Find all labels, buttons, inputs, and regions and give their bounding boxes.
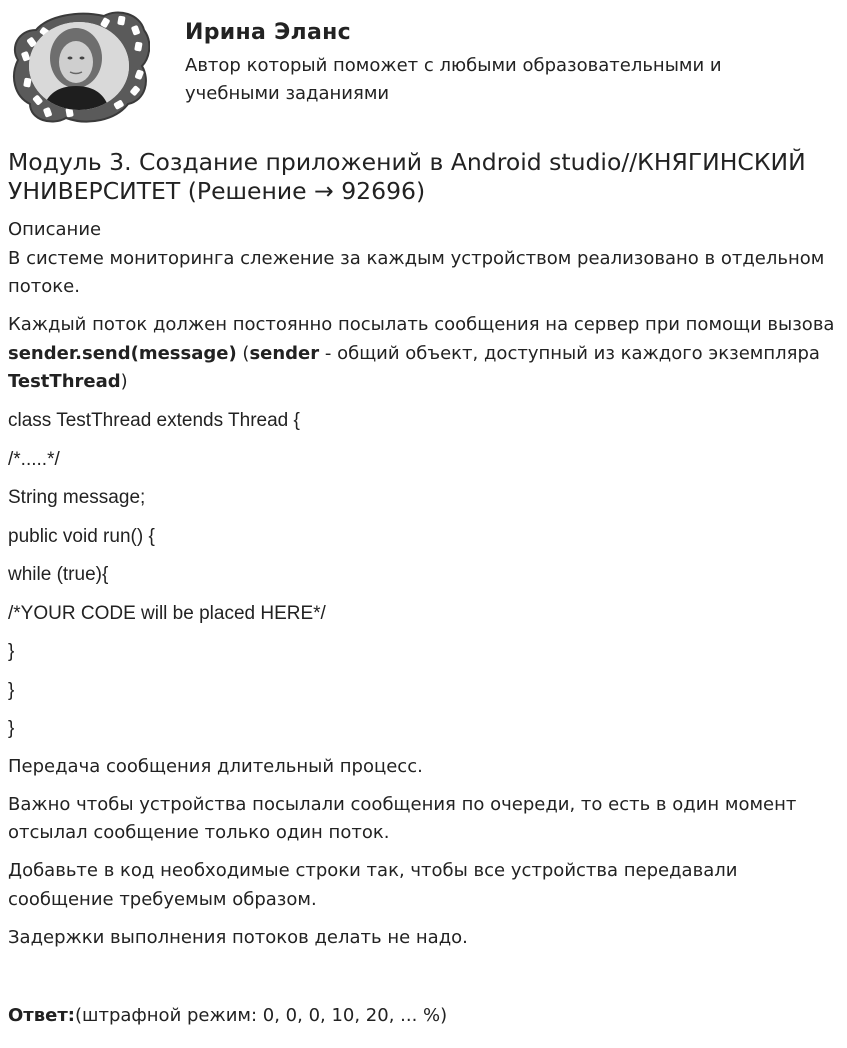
code-line: class TestThread extends Thread { (8, 410, 300, 431)
code-line: } (8, 641, 15, 662)
author-name[interactable]: Ирина Эланс (185, 20, 351, 45)
title-line2: УНИВЕРСИТЕТ (Решение → 92696) (8, 177, 426, 205)
sender-text-4: ) (120, 371, 128, 392)
paragraph-long-process: Передача сообщения длительный процесс. (8, 755, 423, 777)
author-card (8, 8, 838, 128)
code-line: /*YOUR CODE will be placed HERE*/ (8, 602, 326, 624)
sender-text-2: ( (236, 342, 250, 364)
code-block (8, 406, 838, 743)
film-reel-avatar-icon (8, 8, 150, 126)
title-line1: Модуль 3. Создание приложений в Android studio//КНЯГИНСКИЙ (8, 148, 806, 176)
sender-code: sender (249, 342, 320, 364)
code-line: public void run() { (8, 525, 155, 547)
code-line: while (true){ (8, 564, 109, 585)
testthread-code: TestThread (8, 371, 121, 392)
code-line: } (8, 718, 15, 739)
code-line: /*.....*/ (8, 448, 60, 470)
sender-send-code: sender.send(message) (8, 342, 237, 364)
paragraph-sender (8, 311, 838, 397)
paragraph-monitoring: В системе мониторинга слежение за каждым устройством реализовано в отдельном потоке. (8, 247, 825, 297)
author-description (185, 52, 785, 108)
author-avatar[interactable] (8, 8, 150, 126)
answer-penalty-mode: (штрафной режим: 0, 0, 0, 10, 20, ... %) (74, 1005, 448, 1026)
paragraph-add-code: Добавьте в код необходимые строки так, чтобы все устройства передавали сообщение требуемым образом. (8, 860, 738, 910)
answer-section (8, 1002, 447, 1030)
answer-label: Ответ: (8, 1005, 75, 1026)
paragraph-no-delay: Задержки выполнения потоков делать не надо. (8, 926, 468, 948)
code-line: } (8, 679, 15, 701)
sender-text-3: - общий объект, доступный из каждого экземпляра (319, 342, 820, 364)
paragraph-order: Важно чтобы устройства посылали сообщения по очереди, то есть в один момент отсылал сообщение только один поток. (8, 793, 797, 843)
sender-text-1: Каждый поток должен постоянно посылать сообщения на сервер при помощи вызова (8, 314, 835, 335)
description-label: Описание (8, 219, 102, 240)
code-line: String message; (8, 487, 146, 508)
task-description (8, 216, 838, 962)
author-description-line2: учебными заданиями (185, 83, 390, 104)
page-title (8, 148, 838, 206)
author-description-line1: Автор который поможет с любыми образовательными и (185, 55, 722, 76)
